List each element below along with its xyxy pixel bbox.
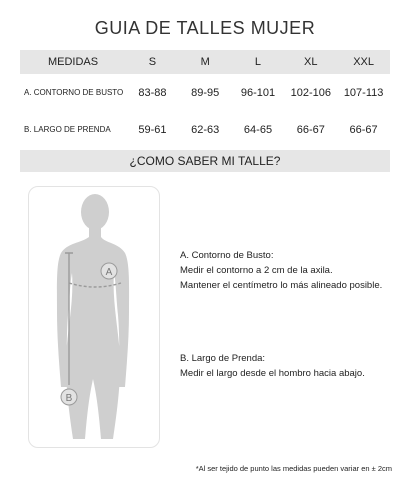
- row-label: A. CONTORNO DE BUSTO: [24, 88, 124, 97]
- size-chart-table: [20, 50, 390, 148]
- instruction-block-a: [180, 248, 382, 293]
- marker-b-label: B: [65, 393, 73, 404]
- table-row: [20, 74, 390, 111]
- column-header: S: [126, 50, 179, 74]
- table-cell: 59-61: [138, 123, 167, 136]
- column-header: MEDIDAS: [20, 50, 126, 74]
- instruction-a-line2: Mantener el centímetro lo más alineado posible.: [180, 280, 383, 291]
- column-header: XL: [284, 50, 337, 74]
- column-header: M: [179, 50, 232, 74]
- table-header-row: [20, 50, 390, 74]
- instruction-a-line1: Medir el contorno a 2 cm de la axila.: [180, 265, 333, 276]
- table-cell: 64-65: [243, 123, 273, 136]
- body-silhouette-illustration: [29, 187, 159, 447]
- table-cell: 107-113: [343, 86, 384, 99]
- column-header: L: [232, 50, 285, 74]
- table-cell: 66-67: [349, 123, 378, 136]
- instruction-block-b: [180, 351, 365, 381]
- body-figure-panel: [28, 186, 160, 448]
- instruction-a-title: A. Contorno de Busto:: [180, 250, 274, 261]
- table-cell: 66-67: [296, 123, 325, 136]
- column-header: XXL: [337, 50, 390, 74]
- how-to-measure-heading: ¿COMO SABER MI TALLE?: [20, 150, 390, 172]
- table-row: [20, 111, 390, 148]
- footnote: *Al ser tejido de punto las medidas pueden variar en ± 2cm: [195, 464, 392, 473]
- table-cell: 102-106: [290, 86, 331, 99]
- row-label: B. LARGO DE PRENDA: [24, 125, 111, 134]
- table-cell: 89-95: [191, 86, 220, 99]
- table-cell: 96-101: [240, 86, 276, 99]
- table-cell: 62-63: [191, 123, 220, 136]
- marker-a-label: A: [105, 267, 113, 278]
- page-title: GUIA DE TALLES MUJER: [94, 18, 316, 38]
- instruction-b-line1: Medir el largo desde el hombro hacia abajo.: [180, 368, 365, 379]
- table-cell: 83-88: [138, 86, 167, 99]
- instruction-b-title: B. Largo de Prenda:: [180, 353, 266, 364]
